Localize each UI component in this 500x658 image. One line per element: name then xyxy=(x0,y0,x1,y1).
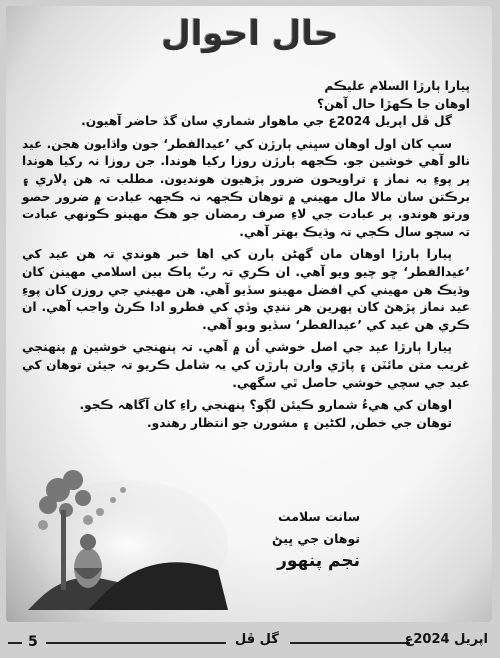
greeting: پيارا ٻارڙا السلام عليڪم xyxy=(324,79,470,93)
page-number: 5 xyxy=(28,634,38,650)
paragraph: اوهان کي هيءُ شمارو ڪيئن لڳو؟ پنهنجي راءِ کان آگاهہ ڪجو. xyxy=(79,398,452,413)
page-title: حال احوال xyxy=(161,14,339,54)
signoff-line: توهان جي ڀيڻ xyxy=(272,531,360,546)
author-name: نجم پنهور xyxy=(277,551,360,571)
greeting-question: اوهان جا ڪهڙا حال آهن؟ xyxy=(316,96,470,111)
paragraph: گل ڦل اپريل 2024ع جي ماهوار شماري سان گڏ حاضر آهيون. xyxy=(81,114,452,129)
footer-divider xyxy=(290,642,410,644)
footer-divider xyxy=(46,642,226,644)
paragraph: سڀ کان اول اوهان سڀني ٻارڙن کي ’عيدالفطر‘ جون واڌايون هجن. عيد نالو آهي خوشين جو. ڪجهه ٻارڙن روزا رکيا هوندا. جن روزا نہ رکيا هوندا پر پوءِ بہ نماز ۽ تراويحون ضرور پڙهيون هونديون. مطلب تہ هن ﭘلاري ۽ برڪتن سان مالا مال مهيني ۾ توهان ڪجهہ نہ ڪجهہ عبادت ۾ ضرور حصو ورتو هوندو. پر عبادت جي لاءِ صرف رمضان جو هڪ مهينو ڪونهي عبادت تہ سڄو سال ڪجي تہ وڌيڪ بهتر آهي. xyxy=(22,136,470,239)
page-footer xyxy=(0,628,500,656)
paragraph: پيارا ٻارڙا عيد جي اصل خوشي اُن ۾ آهي. تہ پنهنجي خوشين ۾ پنهنجي غريب متن مائٽن ۽ پاڙي وارن ٻارڙن کي بہ شامل ڪريو تہ جيئن توهان کي عيد جي سچي خوشي حاصل ٿي سگهي. xyxy=(22,340,470,390)
magazine-name: گل ڦل xyxy=(235,632,279,647)
footer-divider xyxy=(8,642,22,644)
closing-line: سانت سلامت xyxy=(277,509,360,524)
issue-date: اپريل 2024ع xyxy=(404,632,488,647)
editorial-body xyxy=(22,78,470,437)
decorative-illustration xyxy=(28,450,228,610)
paragraph: پيارا ٻارڙا اوهان مان گهڻن ٻارن کي اها خبر هوندي تہ هن عيد کي ’عيدالفطر‘ ڇو چيو ويو آهي. ان ڪري تہ ربّ پاڪ بين اسلامي مهينن کان وڌيڪ هن مهيني کي افضل مهينو سڏيو آهي. هن مهيني جي روزن کان پوءِ عيد نماز پڙهڻ کان پهرين هر ننڍي وڏي کي فطرو ادا ڪرڻ واجب آهي. ان ڪري هن عيد کي ’عيدالفطر‘ سڏيو ويو آهي. xyxy=(22,247,470,332)
paragraph: توهان جي خطن, لکڻين ۽ مشورن جو انتظار رهندو. xyxy=(147,415,452,430)
signature-block xyxy=(240,506,360,572)
